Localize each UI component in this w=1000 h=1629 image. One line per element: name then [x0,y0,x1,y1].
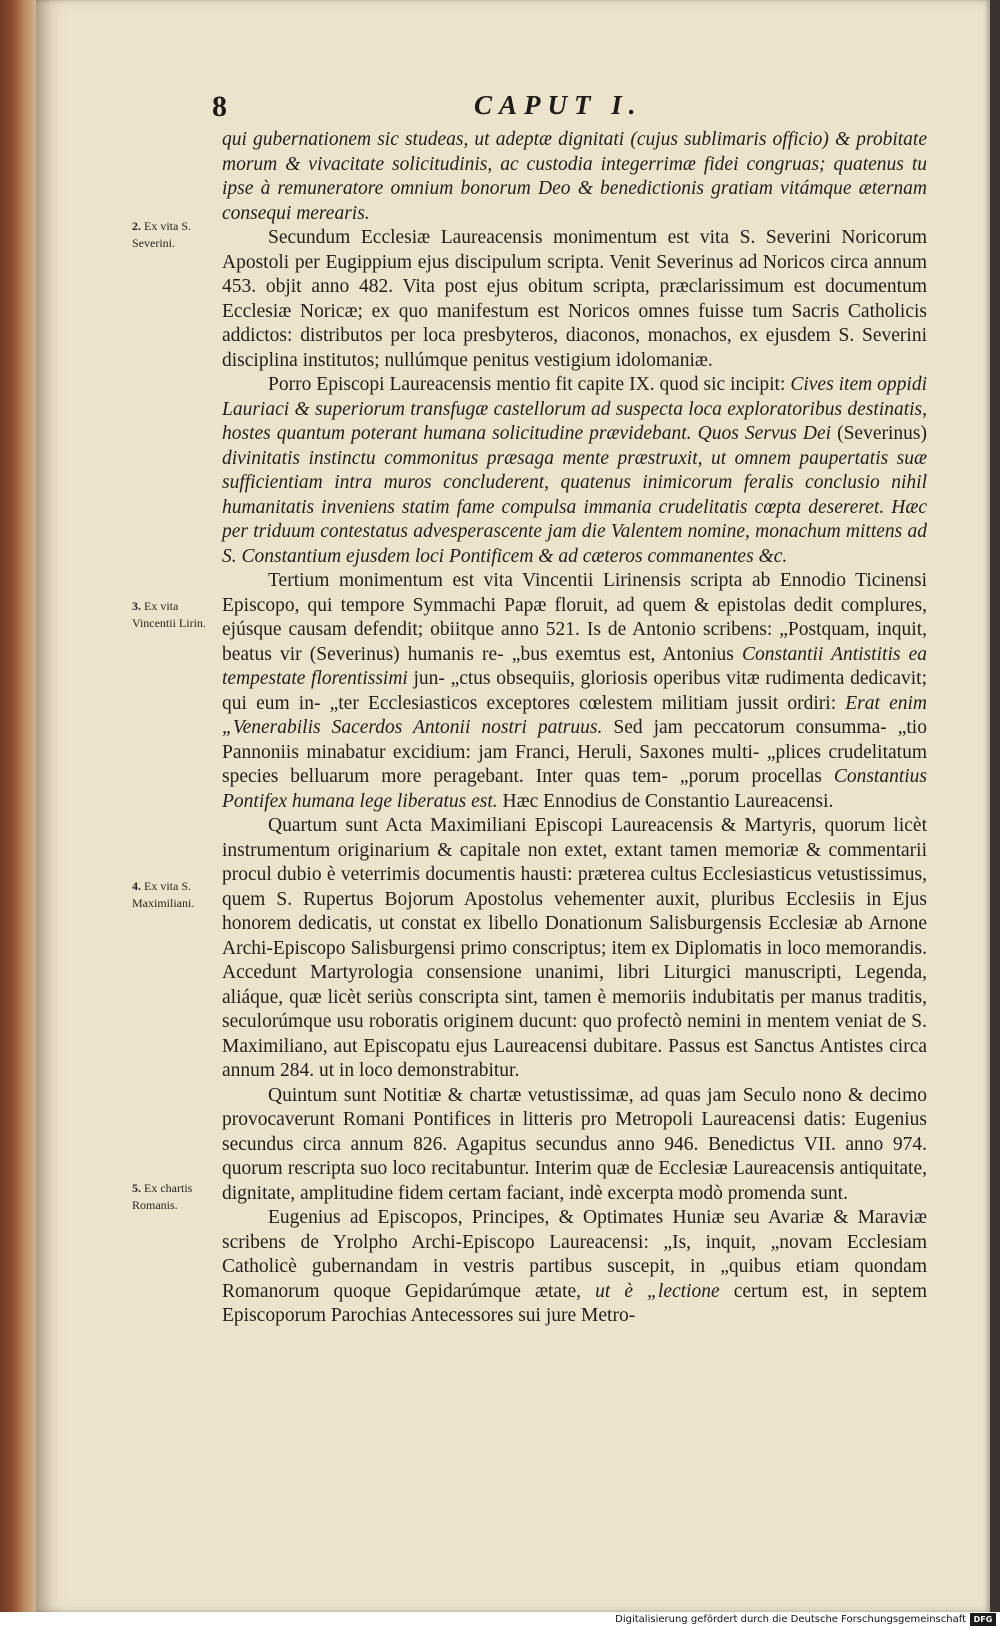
italic-text: qui gubernationem sic studeas, ut adeptæ dignitati (cujus sublimaris officio) & probitate morum & vivacitate solicitudinis, ac custodia integerrimæ fidei congruas; quatenus tu ipse à remuneratore omnium bonorum Deo & benedictionis gratiam vitámque æternam consequi merearis. [222,129,927,224]
margin-note [132,218,216,252]
paragraph [222,569,927,814]
roman-text: Eugenius ad Episcopos, Principes, & Optimates Huniæ seu Avariæ & Maraviæ scribens de Yrolpho Archi-Episcopo Laureacensi: „Is, inquit, „novam Ecclesiam Catholicè gubernandam in vestris partibus suscepit, in „quibus etiam quondam Romanorum quoque Gepidarúmque ætate, [222,1207,927,1302]
roman-text: Secundum Ecclesiæ Laureacensis monimentum est vita S. Severini Noricorum Apostoli per Eugippium ejus discipulum scripta. Venit Severinus ad Noricos circa annum 453. objit anno 482. Vita post ejus obitum scripta, præclarissimum est documentum Ecclesiæ Noricæ; ex quo manifestum est Noricos omnes fuisse tum Sacris Catholicis addictos: distributos per loca presbyteros, diaconos, monachos, ex ejusdem S. Severini disciplina institutos; nullúmque penitus vestigium idolomaniæ. [222,227,927,371]
roman-text: Quintum sunt Notitiæ & chartæ vetustissimæ, ad quas jam Seculo nono & decimo provocaverunt Romani Pontifices in litteris pro Metropoli Laureacensi datis: Eugenius secundus circa annum 826. Agapitus secundus anno 946. Benedictus VII. anno 974. quorum rescripta suo loco recitabuntur. Interim quæ de Ecclesiæ Laureacensis antiquitate, dignitate, amplitudine fidem certam faciant, indè excerpta modò promenda sunt. [222,1084,927,1204]
dfg-logo: DFG [970,1613,996,1626]
roman-text: Sed jam peccatorum consumma- „tio Pannoniis minabatur excidium: jam Franci, Heruli, Saxones multi- „plices crudelitatum species belluarum more peragebant. Inter quas tem- „porum procellas [222,717,927,787]
margin-note-number: 4. [132,879,141,893]
margin-note-text: Ex vita S. Maximiliani. [132,879,195,910]
paragraph [222,814,927,1084]
italic-text: Constantii Antistitis ea tempestate florentissimi [222,643,927,689]
page-number: 8 [212,90,227,123]
italic-text: Constantius Pontifex humana lege liberatus est. [222,766,927,812]
roman-text: Hæc Ennodius de Constantio Laureacensi. [497,790,834,812]
margin-note [132,878,216,912]
italic-text: Cives item oppidi Lauriaci & superiorum transfugæ castellorum ad suspecta loca exploratoribus destinatis, hostes quantum poterant humana solicitudine prævidebant. Quos Servus Dei [222,374,927,444]
margin-note-number: 2. [132,219,141,233]
running-head: CAPUT I. [474,90,643,120]
roman-text: jun- „ctus obsequiis, gloriosis operibus vitæ rudimenta dedicavit; qui eum in- „ter Ecclesiasticos exceptores cœlestem militiam jussit ordiri: [222,668,927,714]
margin-note-text: Ex vita S. Severini. [132,219,191,250]
roman-text: Porro Episcopi Laureacensis mentio fit capite IX. quod sic incipit: [268,374,791,395]
paragraph [222,226,927,373]
paragraph [222,1084,927,1207]
roman-text: certum est, in septem Episcoporum Parochias Antecessores sui jure Metro- [222,1280,927,1326]
margin-note [132,598,216,632]
digitization-credit: Digitalisierung gefördert durch die Deutsche Forschungsgemeinschaft [615,1614,966,1625]
margin-note [132,1180,216,1214]
roman-text: Tertium monimentum est vita Vincentii Lirinensis scripta ab Ennodio Ticinensi Episcopo, qui tempore Symmachi Papæ floruit, ad quem & epistolas dedit complures, ejúsque causam defendit; obiitque anno 521. Is de Antonio scribens: „Postquam, inquit, beatus vir (Severinus) humanis re- „bus exemtus est, Antonius [222,570,927,665]
roman-text: (Severinus) [837,423,927,444]
margin-note-number: 3. [132,599,141,613]
roman-text: Quartum sunt Acta Maximiliani Episcopi Laureacensis & Martyris, quorum licèt instrumentum originarium & capitale non extet, extant tamen memoriæ & commentarii procul dubio è veterrimis documentis hausti: præterea cultus Ecclesiasticus vetustissimus, quem S. Rupertus Bojorum Apostolus vehementer auxit, pluribus Ecclesiis in Ejus honorem dedicatis, ut constat ex libello Donationum Salisburgensis Ecclesiæ ab Arnone Archi-Episcopo Salisburgensi primo conscriptus; item ex Diplomatis in loco memorandis. Accedunt Martyrologia consensione unanimi, libri Liturgici manuscripti, Legenda, aliáque, quæ licèt seriùs conscripta sint, tamen è memoriis indubitatis per manus traditis, seculorúmque usu roboratis originem ducunt: quo profectò nemini in mentem veniat de S. Maximiliano, aut Episcopatu ejus Laureacensi dubitare. Passus est Sanctus Antistes circa annum 284. ut in loco demonstrabitur. [222,815,927,1081]
paragraph [222,1206,927,1329]
italic-text: ut è „lectione [595,1280,720,1302]
margin-note-text: Ex vita Vincentii Lirin. [132,599,206,630]
italic-text: divinitatis instinctu commonitus præsaga mente præstruxit, ut omnem paupertatis suæ sufficientiam intra muros concluderent, quatenus inimicorum feralis conclusio nihil humanitatis inveniens statim fame compulsa immania crudelitatis cœpta desereret. Hæc per triduum contestatus advesperascente jam die Valentem nomine, monachum mittens ad S. Constantium ejusdem loci Pontificem & ad cæteros commanentes &c. [222,447,927,567]
margin-note-text: Ex chartis Romanis. [132,1181,193,1212]
book-spine [0,0,40,1612]
body-text [222,128,927,1329]
paragraph [222,128,927,226]
paragraph [222,373,927,569]
italic-text: Erat enim „Venerabilis Sacerdos Antonii nostri patruus. [222,692,927,738]
margin-note-number: 5. [132,1181,141,1195]
